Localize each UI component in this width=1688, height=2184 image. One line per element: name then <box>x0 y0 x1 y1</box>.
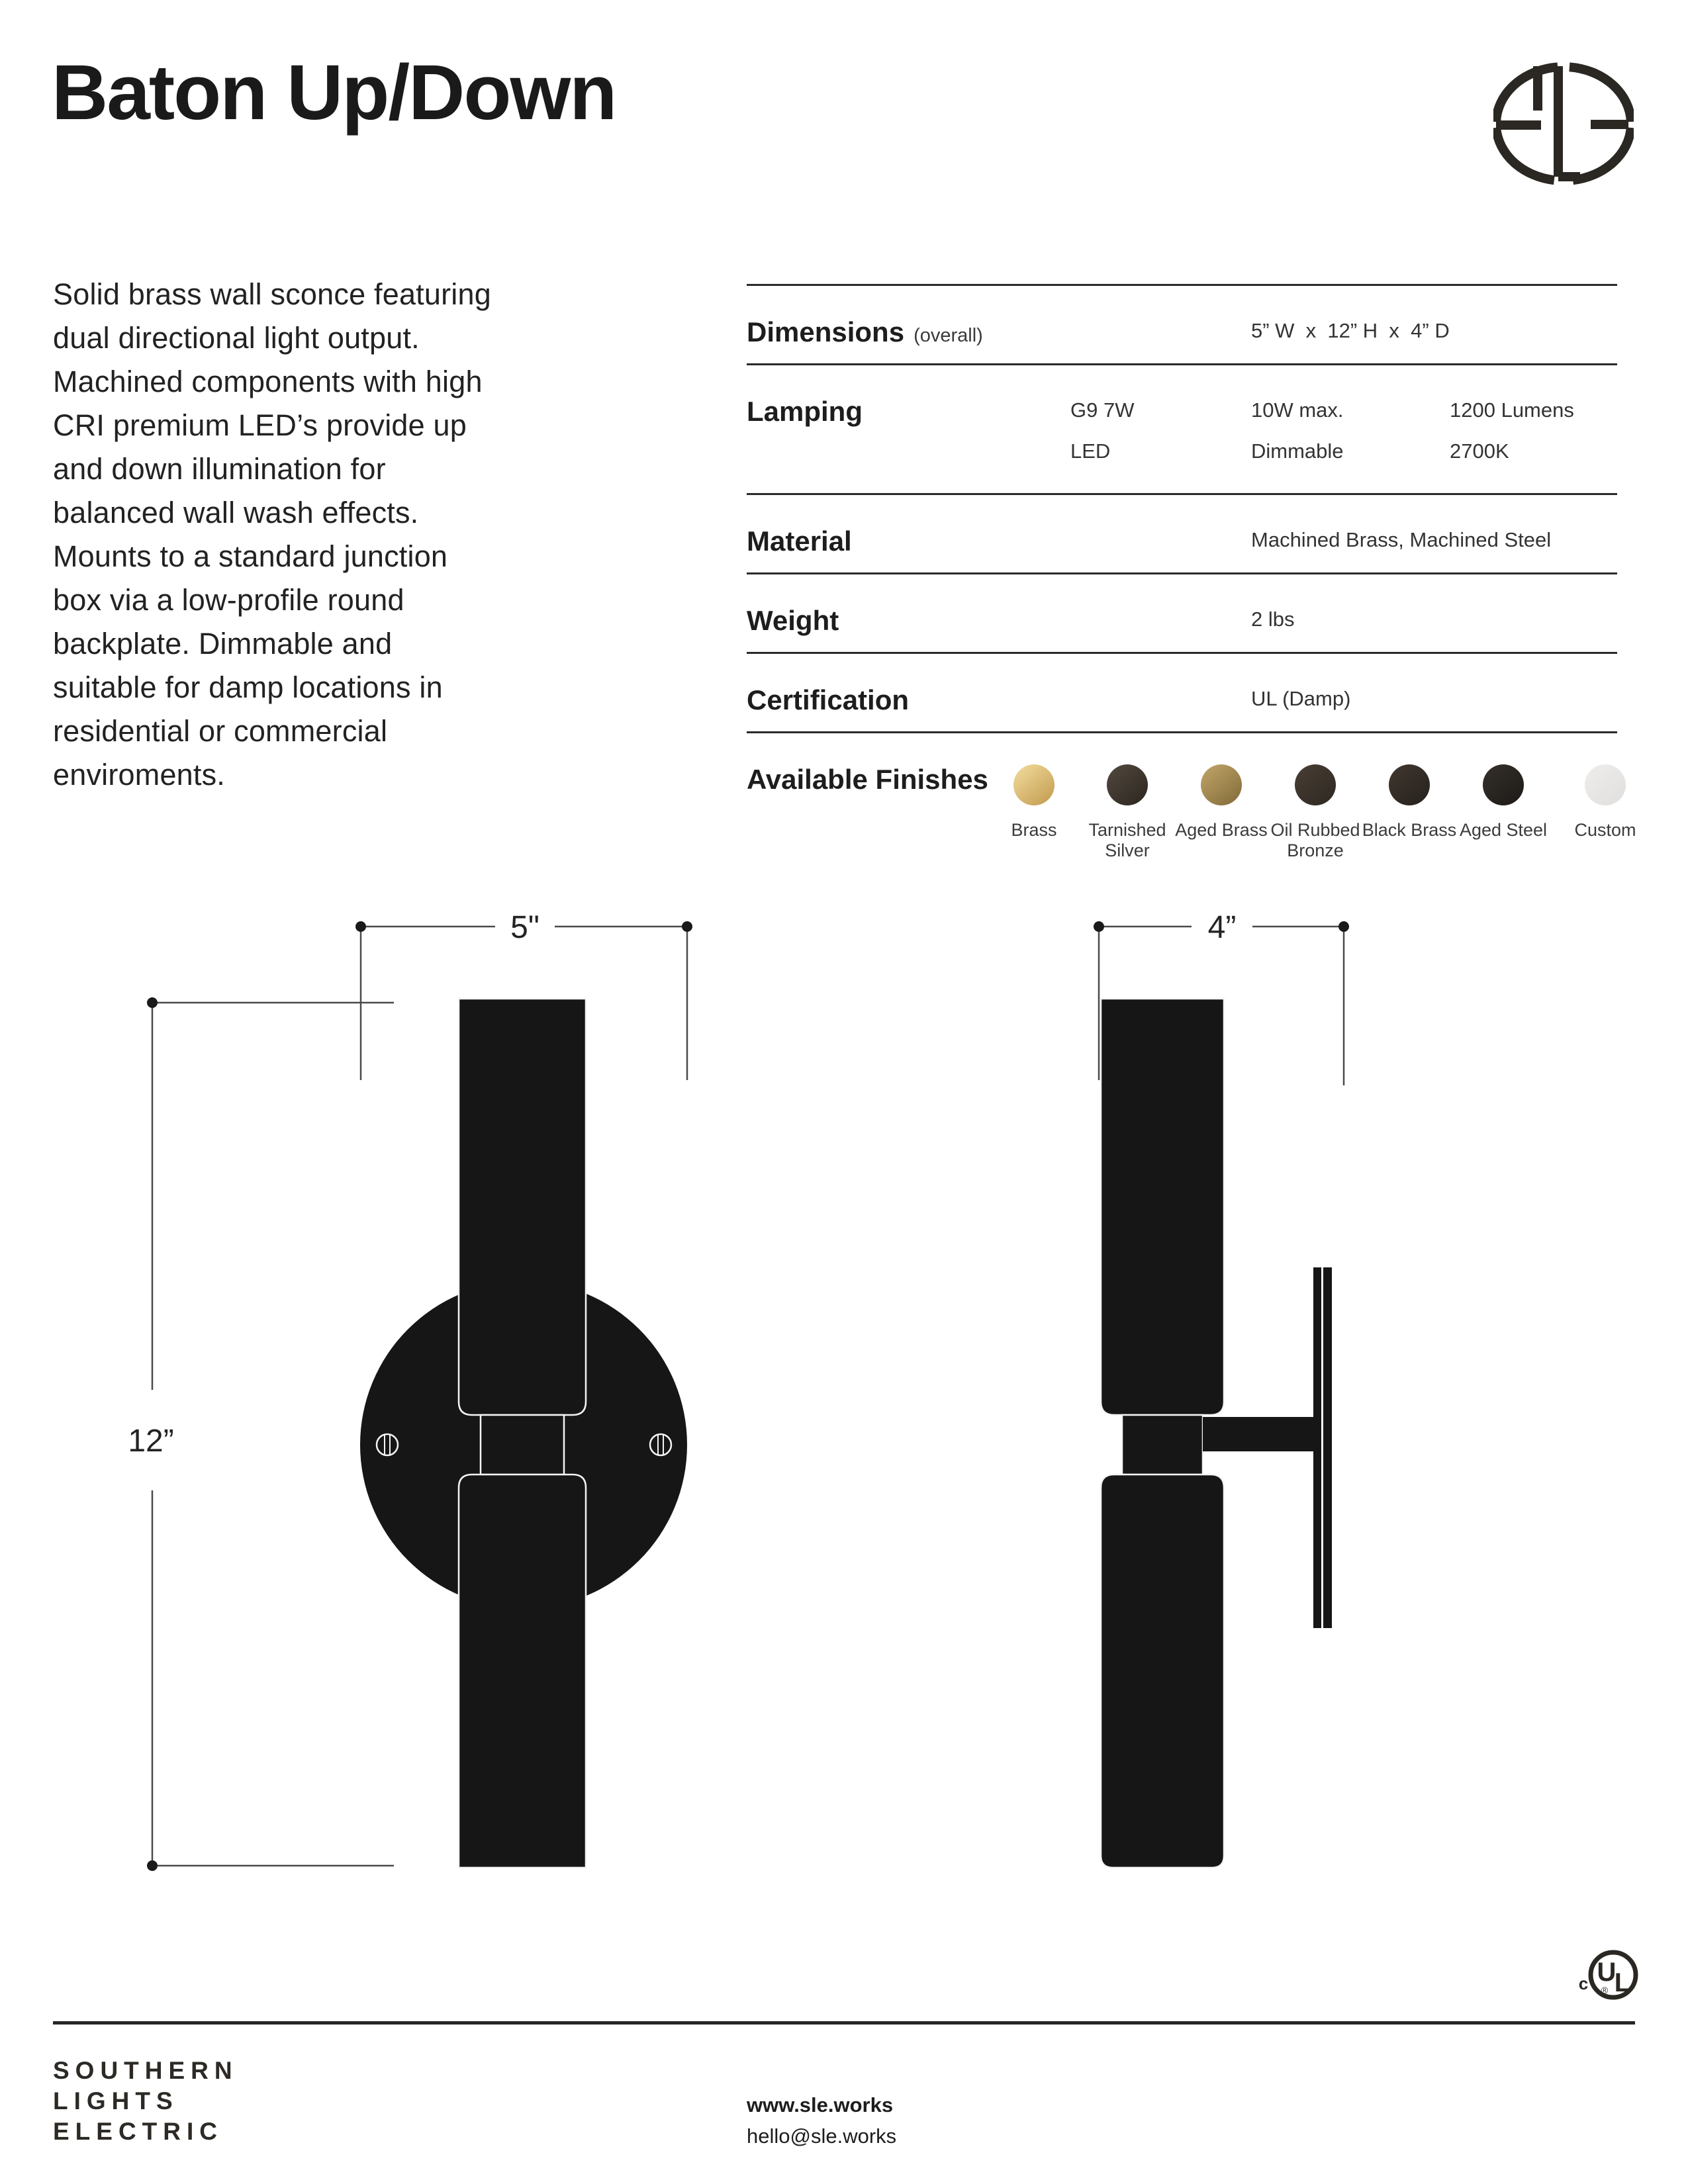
finish-swatch-tarnished-silver <box>1107 764 1148 805</box>
spec-row-certification <box>747 652 1617 731</box>
finish-name: Tarnished Silver <box>1088 820 1166 860</box>
front-height-dimension: 12” <box>128 1424 174 1459</box>
description-line: residential or commercial <box>53 714 388 748</box>
front-backplate <box>360 1281 687 1608</box>
finish-swatch-black-brass <box>1389 764 1430 805</box>
cul-certification-mark <box>1579 1952 1636 1997</box>
finishes-label: Available Finishes <box>747 764 988 795</box>
spec-value-col2 <box>1251 396 1450 493</box>
spec-value-col2 <box>1251 684 1450 731</box>
side-center-connector <box>1122 1415 1203 1475</box>
footer-divider <box>53 2021 1635 2025</box>
spec-value: Machined Brass, Machined Steel <box>1251 528 1552 551</box>
spec-value: 2 lbs <box>1251 608 1295 631</box>
spec-value-col2 <box>1251 525 1552 572</box>
description-line: dual directional light output. <box>53 321 420 355</box>
front-lower-tube <box>459 1475 586 1868</box>
spec-label: Lamping <box>747 396 863 427</box>
description-line: suitable for damp locations in <box>53 670 443 704</box>
spec-value: 2700K <box>1450 439 1509 463</box>
backplate-screw-right <box>650 1434 671 1455</box>
spec-table <box>747 284 1636 860</box>
spec-label-cell <box>747 525 1070 572</box>
finish-name: Black Brass <box>1362 820 1457 840</box>
spec-value: LED <box>1070 439 1111 463</box>
spec-row-lamping <box>747 363 1617 493</box>
description-line: backplate. Dimmable and <box>53 627 393 660</box>
spec-value-col2 <box>1251 605 1450 652</box>
brand-line: LIGHTS <box>53 2087 179 2115</box>
ul-letter-u: U <box>1597 1958 1617 1987</box>
side-backplate-rear-strip <box>1323 1267 1332 1628</box>
finish-swatch-brass <box>1013 764 1055 805</box>
front-view-drawing <box>128 910 692 1871</box>
front-width-dimension: 5" <box>510 910 539 945</box>
description-line: balanced wall wash effects. <box>53 496 419 529</box>
spec-value-col1 <box>1070 605 1251 652</box>
website-link[interactable]: www.sle.works <box>747 2093 894 2116</box>
description-line: Machined components with high <box>53 365 483 398</box>
finish-option-custom <box>1556 764 1655 841</box>
spec-row-material <box>747 493 1617 572</box>
spec-value: 5” W x 12” H x 4” D <box>1251 319 1450 342</box>
spec-label: Dimensions <box>747 316 905 347</box>
description-line: Solid brass wall sconce featuring <box>53 277 491 311</box>
description-line: box via a low-profile round <box>53 583 404 617</box>
spec-value: 10W max. <box>1251 398 1344 422</box>
spec-value-col3 <box>1450 316 1617 363</box>
backplate-screw-left <box>377 1434 398 1455</box>
spec-value-col3 <box>1450 525 1617 572</box>
spec-value: G9 7W <box>1070 398 1135 422</box>
spec-label-cell <box>747 684 1070 731</box>
front-upper-tube <box>459 999 586 1415</box>
spec-label-cell <box>747 316 1070 363</box>
spec-label-cell <box>747 605 1070 652</box>
side-depth-dimension: 4” <box>1207 910 1237 945</box>
description-line: and down illumination for <box>53 452 386 486</box>
ul-letter-l: L <box>1614 1968 1631 1997</box>
finish-option-tarnished-silver <box>1078 764 1177 861</box>
description-line: Mounts to a standard junction <box>53 539 448 573</box>
finish-swatch-aged-steel <box>1483 764 1524 805</box>
spec-label: Certification <box>747 684 910 715</box>
finish-name: Brass <box>1011 820 1057 840</box>
spec-value-col1 <box>1070 525 1251 572</box>
side-mounting-arm <box>1203 1417 1313 1451</box>
spec-value-col1 <box>1070 316 1251 363</box>
spec-label: Material <box>747 525 852 557</box>
finish-name: Oil Rubbed Bronze <box>1270 820 1360 860</box>
finish-swatch-aged-brass <box>1201 764 1242 805</box>
page-title: Baton Up/Down <box>52 49 616 136</box>
finish-option-aged-brass <box>1172 764 1271 841</box>
description-line: CRI premium LED’s provide up <box>53 408 467 442</box>
ul-letter-c: c <box>1578 1974 1589 1993</box>
brand-line: SOUTHERN <box>53 2057 238 2084</box>
footer-contact <box>747 2089 896 2152</box>
spec-value-col3 <box>1450 396 1617 493</box>
sle-monogram-icon <box>1493 56 1634 188</box>
finish-name: Aged Steel <box>1459 820 1548 840</box>
front-center-connector <box>481 1415 564 1475</box>
spec-sublabel: (overall) <box>914 325 983 346</box>
ul-registered-symbol: ® <box>1601 1985 1609 1995</box>
product-description <box>53 273 688 797</box>
spec-value-col1 <box>1070 396 1251 493</box>
spec-row-dimensions <box>747 284 1617 363</box>
side-view-drawing <box>1094 910 1349 1868</box>
spec-row-weight <box>747 572 1617 652</box>
spec-label-cell <box>747 396 1070 493</box>
spec-value-col3 <box>1450 605 1617 652</box>
side-lower-tube <box>1101 1475 1224 1868</box>
spec-value-col1 <box>1070 684 1251 731</box>
finish-option-black-brass <box>1360 764 1459 841</box>
finish-option-brass <box>984 764 1084 841</box>
finish-name: Aged Brass <box>1175 820 1268 840</box>
description-line: enviroments. <box>53 758 226 792</box>
finish-option-aged-steel <box>1454 764 1553 841</box>
finish-swatch-custom <box>1585 764 1626 805</box>
spec-label: Weight <box>747 605 839 636</box>
email-link[interactable]: hello@sle.works <box>747 2124 897 2148</box>
spec-value-col3 <box>1450 684 1617 731</box>
side-backplate-front-strip <box>1313 1267 1321 1628</box>
spec-value: 1200 Lumens <box>1450 398 1574 422</box>
spec-value: Dimmable <box>1251 439 1344 463</box>
finish-name: Custom <box>1574 820 1636 840</box>
brand-wordmark <box>53 2056 238 2147</box>
finish-option-oil-rubbed-bronze <box>1266 764 1365 861</box>
side-upper-tube <box>1101 999 1224 1415</box>
brand-line: ELECTRIC <box>53 2118 223 2145</box>
spec-value: UL (Damp) <box>1251 687 1351 710</box>
spec-row-finishes <box>747 731 1636 860</box>
spec-value-col2 <box>1251 316 1450 363</box>
finish-swatch-oil-rubbed-bronze <box>1295 764 1336 805</box>
